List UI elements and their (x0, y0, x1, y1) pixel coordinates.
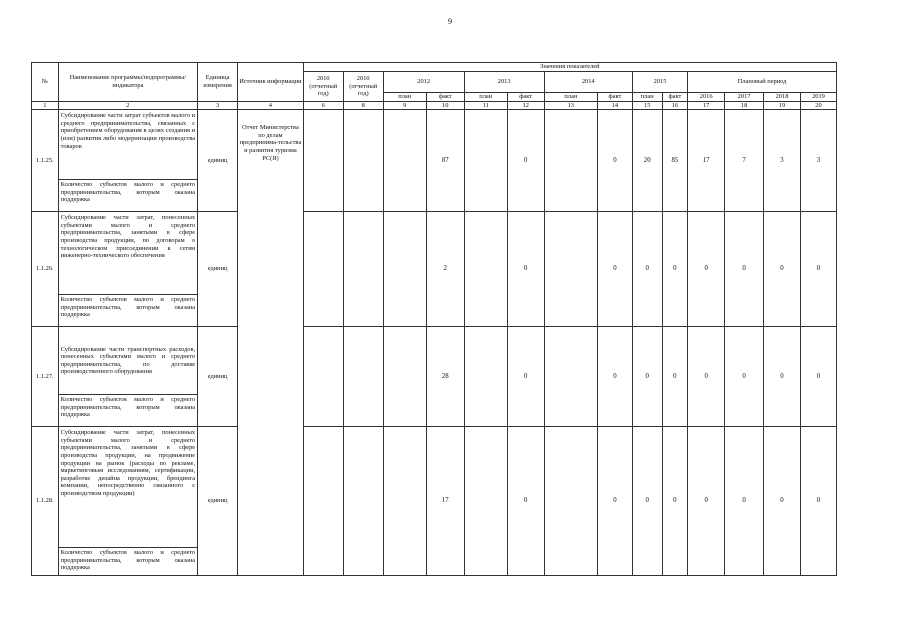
header-year-2010a: 2010 (отчетный год) (303, 72, 343, 102)
value-2017: 0 (725, 212, 764, 327)
column-number: 11 (464, 101, 507, 110)
value-2019: 3 (800, 110, 836, 212)
row-name: Субсидирование части затрат, понесенных субъектами малого и среднего предпринимательства, занятыми в сфере производства продукции, на продвижение продукции на рынок (расходы по рекламе, маркетинговым исследованиям, сертификации, разработке дизайна продукции, брендинга компании, непосредственно связанного с производством продукции) (58, 427, 197, 548)
column-number: 10 (426, 101, 464, 110)
row-number: 1.1.25. (32, 110, 59, 212)
column-number: 9 (383, 101, 426, 110)
header-number: № (32, 63, 59, 102)
value-2018: 0 (764, 212, 801, 327)
row-name: Субсидирование части транспортных расходов, понесенных субъектами малого и среднего предпринимательства, по доставке производственного оборудования (58, 327, 197, 395)
header-year-2015: 2015 (632, 72, 687, 93)
value-2015-plan: 0 (632, 327, 662, 427)
header-fact: факт (597, 93, 632, 102)
value-2018: 0 (764, 427, 801, 576)
row-count-indicator: Количество субъектов малого и среднего предпринимательства, которым оказана поддержка (58, 395, 197, 427)
row-number: 1.1.28. (32, 427, 59, 576)
value-2019: 0 (800, 212, 836, 327)
indicators-table (31, 62, 837, 576)
row-number: 1.1.26. (32, 212, 59, 327)
column-number: 19 (764, 101, 801, 110)
column-number: 4 (238, 101, 304, 110)
value-2015-fact: 0 (662, 212, 688, 327)
value-2013-fact: 0 (507, 427, 544, 576)
column-number: 16 (662, 101, 688, 110)
column-number: 6 (303, 101, 343, 110)
column-number: 17 (688, 101, 725, 110)
value-2014-fact: 0 (597, 427, 632, 576)
column-number: 2 (58, 101, 197, 110)
row-unit: единиц (198, 212, 238, 327)
header-year-2010b: 2010 (отчетный год) (343, 72, 383, 102)
value-2015-plan: 0 (632, 427, 662, 576)
row-name: Субсидирование части затрат, понесенных субъектами малого и среднего предпринимательства, занятыми в сфере производства продукции, по договорам о технологическом присоединении к сетям инженерно-технического обеспечения (58, 212, 197, 295)
value-2016: 17 (688, 110, 725, 212)
value-2018: 0 (764, 327, 801, 427)
value-2015-plan: 0 (632, 212, 662, 327)
header-unit: Единица измерения (198, 63, 238, 102)
value-2017: 0 (725, 427, 764, 576)
header-year-2019: 2019 (800, 93, 836, 102)
value-2012-fact: 17 (426, 427, 464, 576)
header-year-2012: 2012 (383, 72, 464, 93)
column-number: 1 (32, 101, 59, 110)
row-name: Субсидирование части затрат субъектов малого и среднего предпринимательства, связанных с приобретением оборудования в целях создания и (или) развития либо модернизации производства товаров (58, 110, 197, 180)
header-name: Наименование программы/подпрограммы/индикатора (58, 63, 197, 102)
header-source: Источник информации (238, 63, 304, 102)
header-fact: факт (662, 93, 688, 102)
table-row (32, 212, 837, 295)
value-2013-fact: 0 (507, 110, 544, 212)
value-2016: 0 (688, 427, 725, 576)
row-count-indicator: Количество субъектов малого и среднего предпринимательства, которым оказана поддержка (58, 295, 197, 327)
value-2017: 7 (725, 110, 764, 212)
header-year-2017: 2017 (725, 93, 764, 102)
header-year-2018: 2018 (764, 93, 801, 102)
table-row (32, 327, 837, 395)
header-plan-period: Плановый период (688, 72, 837, 93)
value-2014-fact: 0 (597, 327, 632, 427)
table-row (32, 427, 837, 548)
value-2014-fact: 0 (597, 110, 632, 212)
header-plan: план (464, 93, 507, 102)
value-2017: 0 (725, 327, 764, 427)
value-2015-plan: 20 (632, 110, 662, 212)
value-2012-fact: 87 (426, 110, 464, 212)
row-unit: единиц (198, 427, 238, 576)
row-unit: единиц (198, 327, 238, 427)
value-2019: 0 (800, 427, 836, 576)
header-fact: факт (426, 93, 464, 102)
header-plan: план (383, 93, 426, 102)
value-2015-fact: 0 (662, 327, 688, 427)
header-year-2014: 2014 (544, 72, 632, 93)
value-2018: 3 (764, 110, 801, 212)
column-number: 18 (725, 101, 764, 110)
value-2016: 0 (688, 212, 725, 327)
header-year-2016: 2016 (688, 93, 725, 102)
value-2012-fact: 28 (426, 327, 464, 427)
value-2013-fact: 0 (507, 327, 544, 427)
value-2012-fact: 2 (426, 212, 464, 327)
header-values-group: Значения показателей (303, 63, 836, 72)
header-plan: план (544, 93, 597, 102)
column-number: 20 (800, 101, 836, 110)
row-count-indicator: Количество субъектов малого и среднего предпринимательства, которым оказана поддержка (58, 180, 197, 212)
row-number: 1.1.27. (32, 327, 59, 427)
column-number: 12 (507, 101, 544, 110)
row-unit: единиц (198, 110, 238, 212)
header-plan: план (632, 93, 662, 102)
header-fact: факт (507, 93, 544, 102)
value-2019: 0 (800, 327, 836, 427)
column-number: 13 (544, 101, 597, 110)
column-number: 3 (198, 101, 238, 110)
table-row (32, 110, 837, 180)
value-2016: 0 (688, 327, 725, 427)
row-count-indicator: Количество субъектов малого и среднего предпринимательства, которым оказана поддержка (58, 548, 197, 576)
header-year-2013: 2013 (464, 72, 544, 93)
column-number: 15 (632, 101, 662, 110)
column-number: 8 (343, 101, 383, 110)
value-2014-fact: 0 (597, 212, 632, 327)
row-source: Отчет Министерства по делам предпринима-тельства и развития туризма РС(Я) (238, 110, 304, 576)
value-2015-fact: 0 (662, 427, 688, 576)
value-2013-fact: 0 (507, 212, 544, 327)
page-number: 9 (448, 17, 452, 26)
column-number: 14 (597, 101, 632, 110)
value-2015-fact: 85 (662, 110, 688, 212)
